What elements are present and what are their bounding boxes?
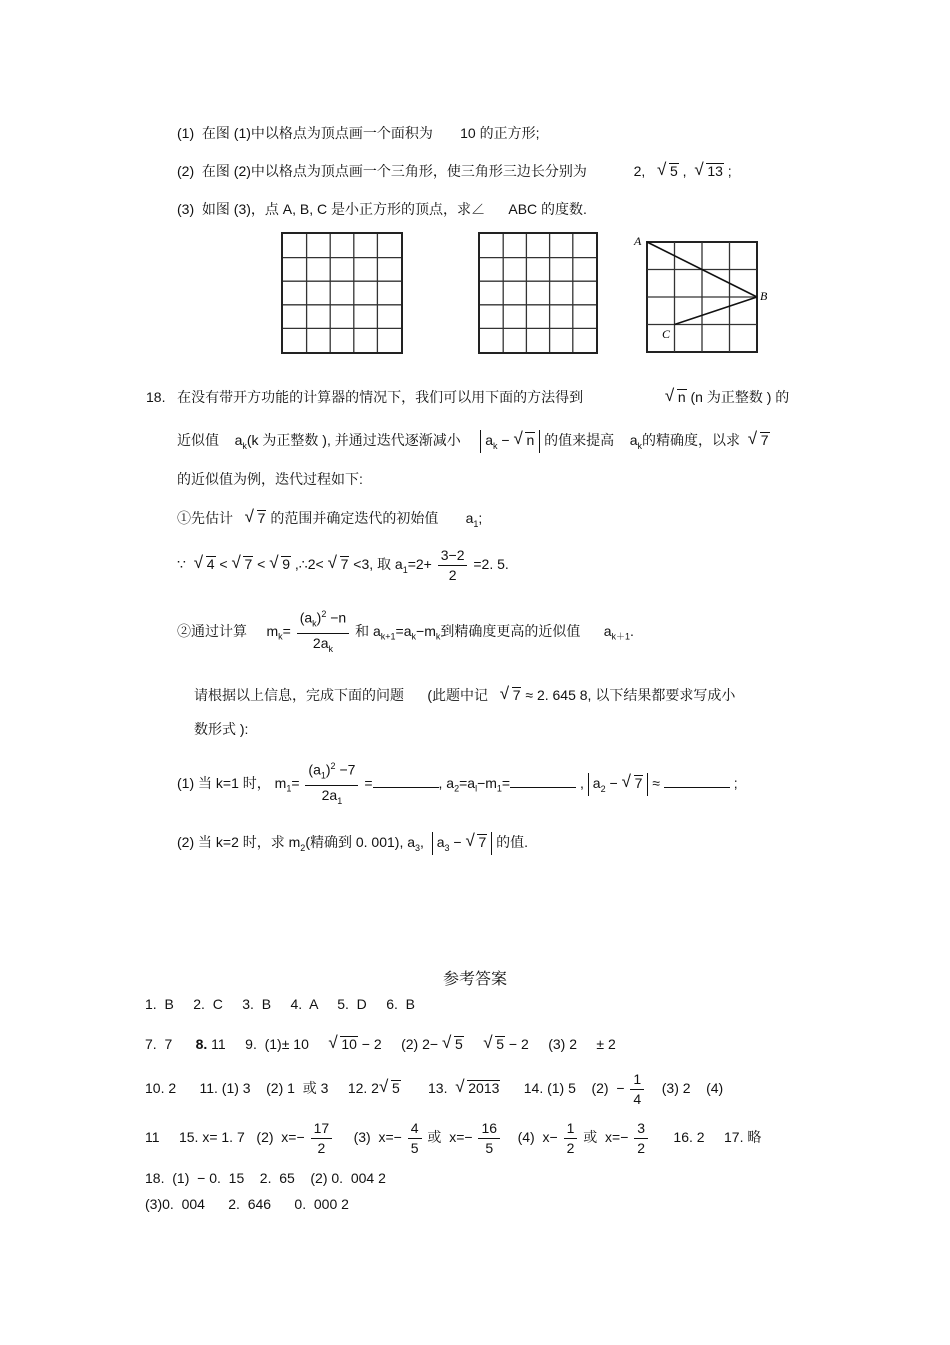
q18-line2: 近似值 $a_k(k$ 为正整数 ), 并通过迭代逐渐减小 $a_k$ − √ n 的值来提高 $a_k$的精确度，以求 √ 7 bbox=[177, 430, 770, 453]
answers-row6: (3)0. 004 2. 646 0. 000 2 bbox=[145, 1196, 349, 1212]
label-c: C bbox=[662, 327, 671, 341]
q18-question1: (1) 当 k=1 时， $m_1=$ $\frac{(a_1)^2 -7}{2a_1}$ = , $a_2=a_l-m_1=$ , $a_2$ − √ 7 ≈ ; bbox=[177, 759, 738, 809]
answers-row5: 18. (1) − 0. 15 2. 65 (2) 0. 004 2 bbox=[145, 1170, 386, 1186]
abs-a2-sqrt7: $a_2$ − √ 7 bbox=[588, 773, 649, 796]
answers-row4: 11 15. x= 1. 7 (2) x=− $\frac{17}{2}$ (3) x=− $\frac{4}{5}$ 或 x=− $\frac{16}{5}$ (4) x− $\frac{1}{2}$ 或 x=− $\frac{3}{2}$ 16. 2 17. 略 bbox=[145, 1120, 762, 1156]
abs-ak-sqrt-n: $a_k$ − √ n bbox=[480, 430, 540, 453]
answers-row1: 1. B 2. C 3. B 4. A 5. D 6. B bbox=[145, 996, 415, 1012]
q18-info: 请根据以上信息，完成下面的问题 (此题中记 √ 7 ≈ 2. 645 8, 以下结果都要求写成小 bbox=[194, 685, 735, 705]
fraction-m1: $\frac{(a_1)^2 -7}{2a_1}$ bbox=[305, 759, 358, 809]
answers-row2: 7. 7 8. 11 9. (1)± 10 √ 10 − 2 (2) 2− √ 5 √ 5 − 2 (3) 2 ± 2 bbox=[145, 1036, 616, 1052]
label-a: A bbox=[634, 234, 642, 248]
grid-figure-3 bbox=[632, 232, 782, 356]
abs-a3-sqrt7: $a_3$ − √ 7 bbox=[432, 832, 493, 855]
q17-part3: (3) 如图 (3)，点 A, B, C 是小正方形的顶点，求∠ ABC 的度数. bbox=[177, 201, 587, 217]
segment-cb bbox=[675, 297, 758, 325]
q18-step2: ②通过计算 $m_k=$ $\frac{(a_k)^2 -n}{2a_k}$ 和 $a_{k+1}=a_k-m_k$到精确度更高的近似值 $a_{k+1}$. bbox=[177, 607, 634, 657]
sqrt-5: √ 5 bbox=[657, 163, 679, 179]
grid-figure-2 bbox=[478, 232, 598, 354]
label-b: B bbox=[760, 289, 768, 303]
q17-part2: (2) 在图 (2)中以格点为顶点画一个三角形，使三角形三边长分别为 2, √ 5 , √ 13 ; bbox=[177, 161, 732, 181]
fraction-mk: $\frac{(a_k)^2 -n}{2a_k}$ bbox=[297, 607, 350, 657]
q17-part1: (1) 在图 (1)中以格点为顶点画一个面积为 10 的正方形; bbox=[177, 125, 540, 141]
answer-blank-m1[interactable] bbox=[373, 775, 439, 788]
q18-line3: 的近似值为例，迭代过程如下: bbox=[177, 471, 363, 487]
grid-figure-1 bbox=[281, 232, 403, 354]
q18-info-2: 数形式 ): bbox=[194, 721, 249, 737]
q18-step1: ①先估计 √ 7 的范围并确定迭代的初始值 $a_1$; bbox=[177, 508, 482, 529]
answer-blank-abs[interactable] bbox=[664, 775, 730, 788]
q18-question2: (2) 当 k=2 时，求 $m_2$(精确到 0. 001), $a_3$, $a_3$ − √ 7 的值. bbox=[177, 832, 528, 855]
answers-title: 参考答案 bbox=[442, 969, 507, 988]
sqrt-13: √ 13 bbox=[694, 163, 724, 179]
q18-line1: 18. 在没有带开方功能的计算器的情况下，我们可以用下面的方法得到 √ n (n 为正整数 ) 的 bbox=[146, 387, 789, 407]
answer-blank-a2[interactable] bbox=[510, 775, 576, 788]
answers-row3: 10. 2 11. (1) 3 (2) 1 或 3 12. 2√ 5 13. √ 2013 14. (1) 5 (2) − $\frac{1}{4}$ (3) 2 (4) bbox=[145, 1072, 723, 1107]
fraction-3-2-over-2: $\frac{3-2}{2}$ bbox=[438, 548, 468, 583]
q18-step1-calc: ∵ √ 4 < √ 7 < √ 9 ,∴2< √ 7 <3, 取 $a_1=2+$ $\frac{3-2}{2}$ =2. 5. bbox=[177, 548, 509, 583]
